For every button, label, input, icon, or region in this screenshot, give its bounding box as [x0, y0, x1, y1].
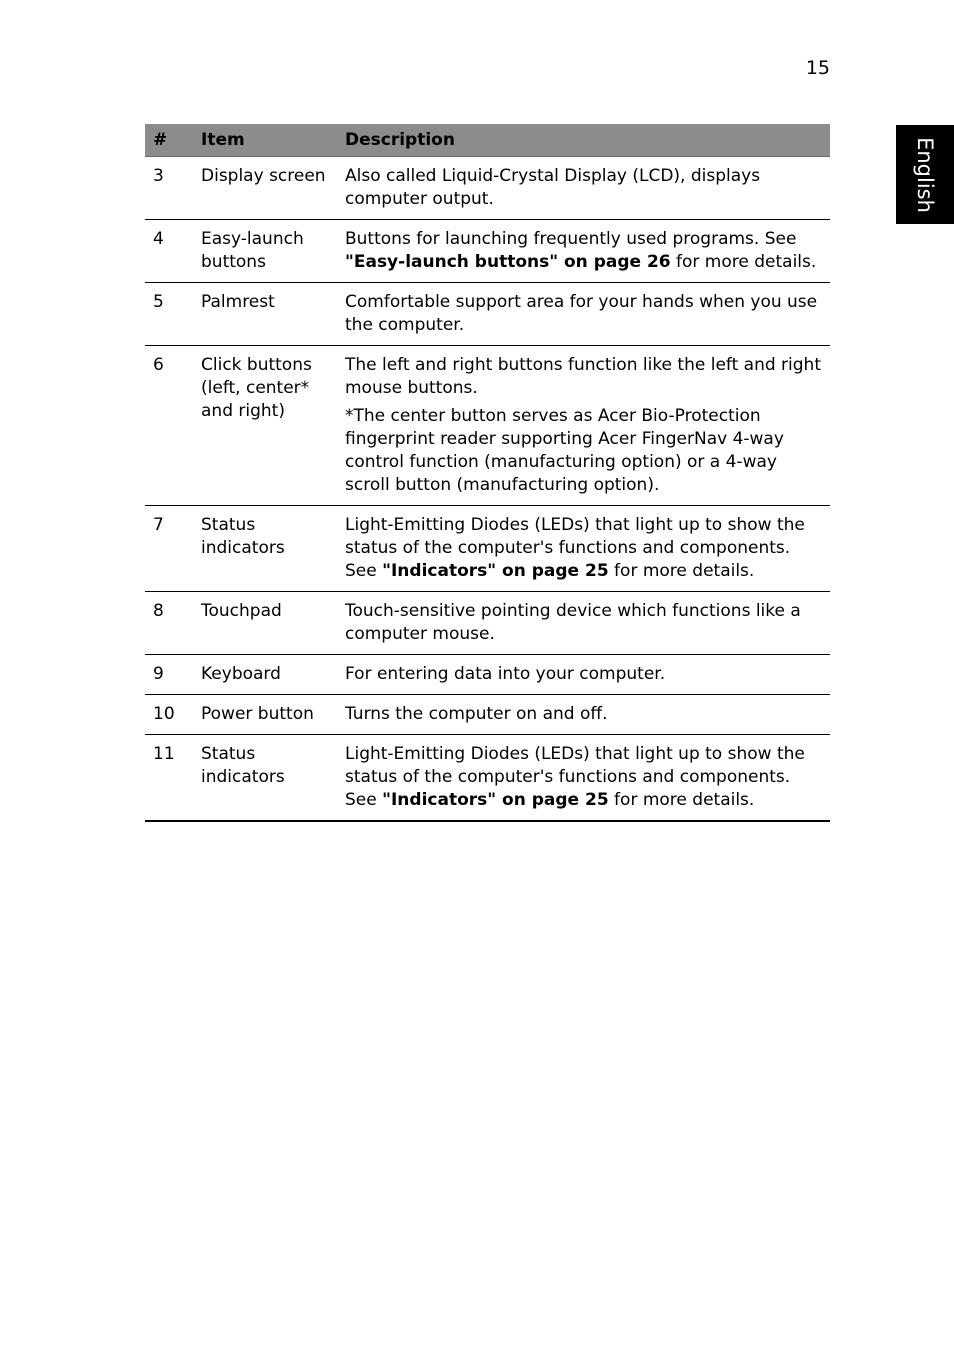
row-item: Status indicators	[193, 735, 337, 822]
row-num: 6	[145, 346, 193, 506]
description-prefix: Buttons for launching frequently used programs. See	[345, 229, 797, 249]
row-description	[337, 157, 830, 220]
row-description	[337, 283, 830, 346]
description-prefix: Light-Emitting Diodes (LEDs) that light up to show the status of the computer's functions and components. See	[345, 515, 805, 581]
row-num: 8	[145, 592, 193, 655]
row-item: Status indicators	[193, 506, 337, 592]
description-text: Touch-sensitive pointing device which functions like a computer mouse.	[345, 601, 801, 644]
table-row	[145, 220, 830, 283]
row-item: Display screen	[193, 157, 337, 220]
row-item: Easy-launch buttons	[193, 220, 337, 283]
indicators-cross-reference[interactable]: "Indicators" on page 25	[382, 790, 609, 810]
header-description: Description	[337, 124, 830, 157]
row-item: Power button	[193, 695, 337, 735]
row-description	[337, 695, 830, 735]
table-row	[145, 695, 830, 735]
page-number: 15	[805, 57, 830, 79]
row-num: 5	[145, 283, 193, 346]
row-num: 9	[145, 655, 193, 695]
table-header-row	[145, 124, 830, 157]
description-text	[345, 228, 822, 274]
row-num: 7	[145, 506, 193, 592]
description-text: Turns the computer on and off.	[345, 704, 608, 724]
description-suffix: for more details.	[608, 790, 755, 810]
easy-launch-cross-reference[interactable]: "Easy-launch buttons" on page 26	[345, 252, 671, 272]
description-text	[345, 514, 822, 583]
row-item: Touchpad	[193, 592, 337, 655]
row-description	[337, 735, 830, 822]
indicators-cross-reference[interactable]: "Indicators" on page 25	[382, 561, 609, 581]
description-text: Also called Liquid-Crystal Display (LCD), displays computer output.	[345, 166, 761, 209]
row-num: 4	[145, 220, 193, 283]
description-note: *The center button serves as Acer Bio-Protection fingerprint reader supporting Acer FingerNav 4-way control function (manufacturing option) or a 4-way scroll button (manufacturing option).	[345, 406, 784, 495]
table-row	[145, 346, 830, 506]
description-text: For entering data into your computer.	[345, 664, 666, 684]
row-description	[337, 220, 830, 283]
table-row	[145, 506, 830, 592]
row-description	[337, 655, 830, 695]
description-text	[345, 743, 822, 812]
header-item: Item	[193, 124, 337, 157]
table-row	[145, 655, 830, 695]
language-tab-label: English	[913, 136, 938, 213]
row-item: Palmrest	[193, 283, 337, 346]
table-row	[145, 592, 830, 655]
table-row	[145, 283, 830, 346]
row-description	[337, 592, 830, 655]
row-num: 10	[145, 695, 193, 735]
row-description	[337, 346, 830, 506]
components-table	[145, 124, 830, 822]
description-suffix: for more details.	[670, 252, 817, 272]
table-row	[145, 735, 830, 822]
language-tab	[896, 125, 954, 224]
row-num: 3	[145, 157, 193, 220]
header-num: #	[145, 124, 193, 157]
table-row	[145, 157, 830, 220]
row-num: 11	[145, 735, 193, 822]
row-item: Click buttons (left, center* and right)	[193, 346, 337, 506]
row-item: Keyboard	[193, 655, 337, 695]
row-description	[337, 506, 830, 592]
description-text: The left and right buttons function like the left and right mouse buttons.	[345, 355, 821, 398]
description-suffix: for more details.	[608, 561, 755, 581]
description-text: Comfortable support area for your hands when you use the computer.	[345, 292, 818, 335]
description-prefix: Light-Emitting Diodes (LEDs) that light up to show the status of the computer's functions and components. See	[345, 744, 805, 810]
